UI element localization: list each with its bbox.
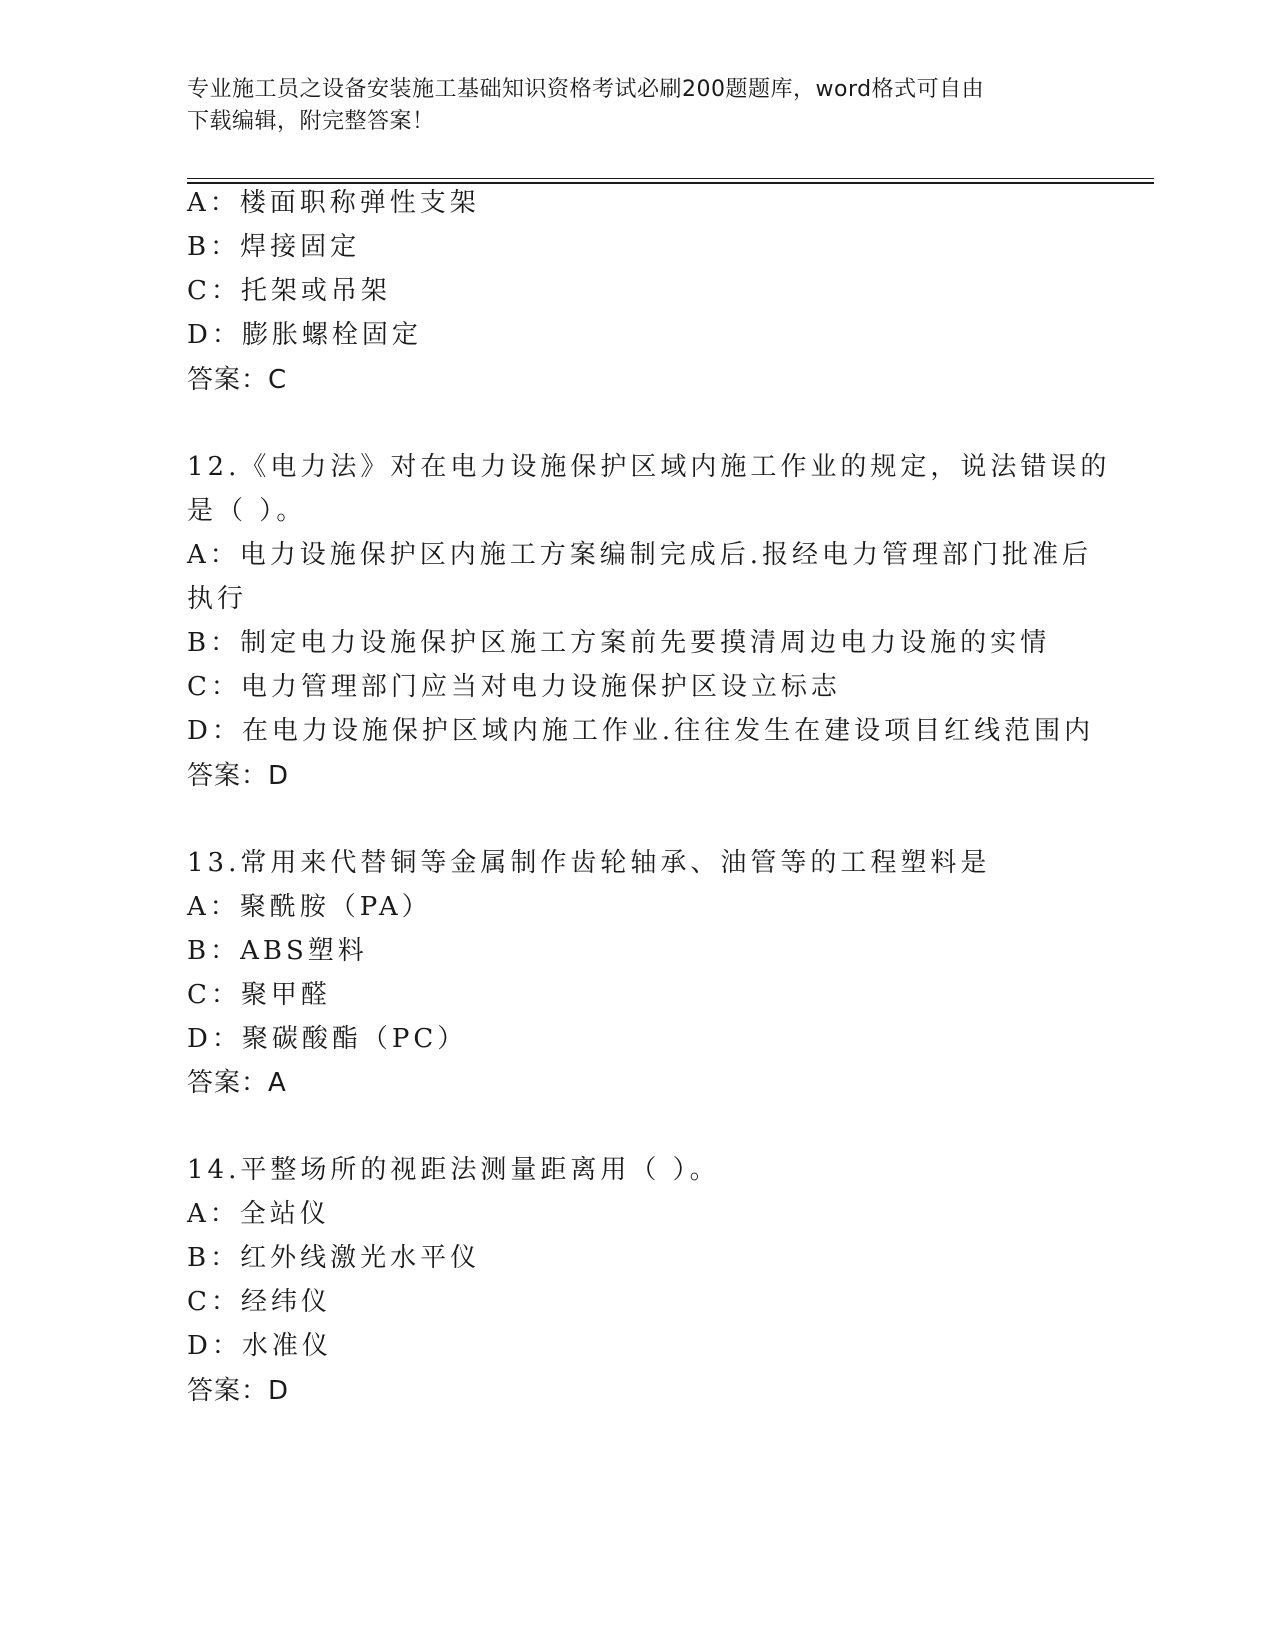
q12-question-line-1: 12.《电力法》对在电力设施保护区域内施工作业的规定，说法错误的 xyxy=(187,452,1111,482)
q11-option-c: C：托架或吊架 xyxy=(187,276,391,306)
q11-option-d: D：膨胀螺栓固定 xyxy=(187,320,422,350)
q12-option-a-line-1: A：电力设施保护区内施工方案编制完成后.报经电力管理部门批准后 xyxy=(187,540,1093,570)
q13-option-a: A：聚酰胺（PA） xyxy=(187,892,432,922)
q13-option-b: B：ABS塑料 xyxy=(187,936,368,966)
document-header xyxy=(187,74,1087,138)
header-divider-thin xyxy=(187,178,1154,179)
q14-option-a: A：全站仪 xyxy=(187,1199,330,1229)
q14-option-c: C：经纬仪 xyxy=(187,1287,331,1317)
q12-answer: 答案：D xyxy=(187,761,290,791)
q14-question: 14.平整场所的视距法测量距离用（ ）。 xyxy=(187,1155,720,1185)
q11-option-a: A：楼面职称弹性支架 xyxy=(187,188,480,218)
q11-answer: 答案：C xyxy=(187,365,288,395)
q12-option-b: B：制定电力设施保护区施工方案前先要摸清周边电力设施的实情 xyxy=(187,628,1051,658)
q12-question-line-2: 是（ ）。 xyxy=(187,496,307,526)
header-divider-thick xyxy=(187,182,1154,184)
header-title-line-1: 专业施工员之设备安装施工基础知识资格考试必刷200题题库，word格式可自由 xyxy=(187,77,985,102)
header-title-line-2: 下载编辑，附完整答案！ xyxy=(187,109,435,134)
q12-option-a-line-2: 执行 xyxy=(187,584,248,614)
q13-option-c: C：聚甲醛 xyxy=(187,980,331,1010)
q12-option-c: C：电力管理部门应当对电力设施保护区设立标志 xyxy=(187,672,841,702)
q13-question: 13.常用来代替铜等金属制作齿轮轴承、油管等的工程塑料是 xyxy=(187,848,991,878)
q12-option-d: D：在电力设施保护区域内施工作业.往往发生在建设项目红线范围内 xyxy=(187,716,1095,746)
q13-option-d: D：聚碳酸酯（PC） xyxy=(187,1024,468,1054)
q14-answer: 答案：D xyxy=(187,1376,290,1406)
q14-option-d: D：水准仪 xyxy=(187,1331,332,1361)
q14-option-b: B：红外线激光水平仪 xyxy=(187,1243,481,1273)
q13-answer: 答案：A xyxy=(187,1068,287,1098)
q11-option-b: B：焊接固定 xyxy=(187,232,361,262)
